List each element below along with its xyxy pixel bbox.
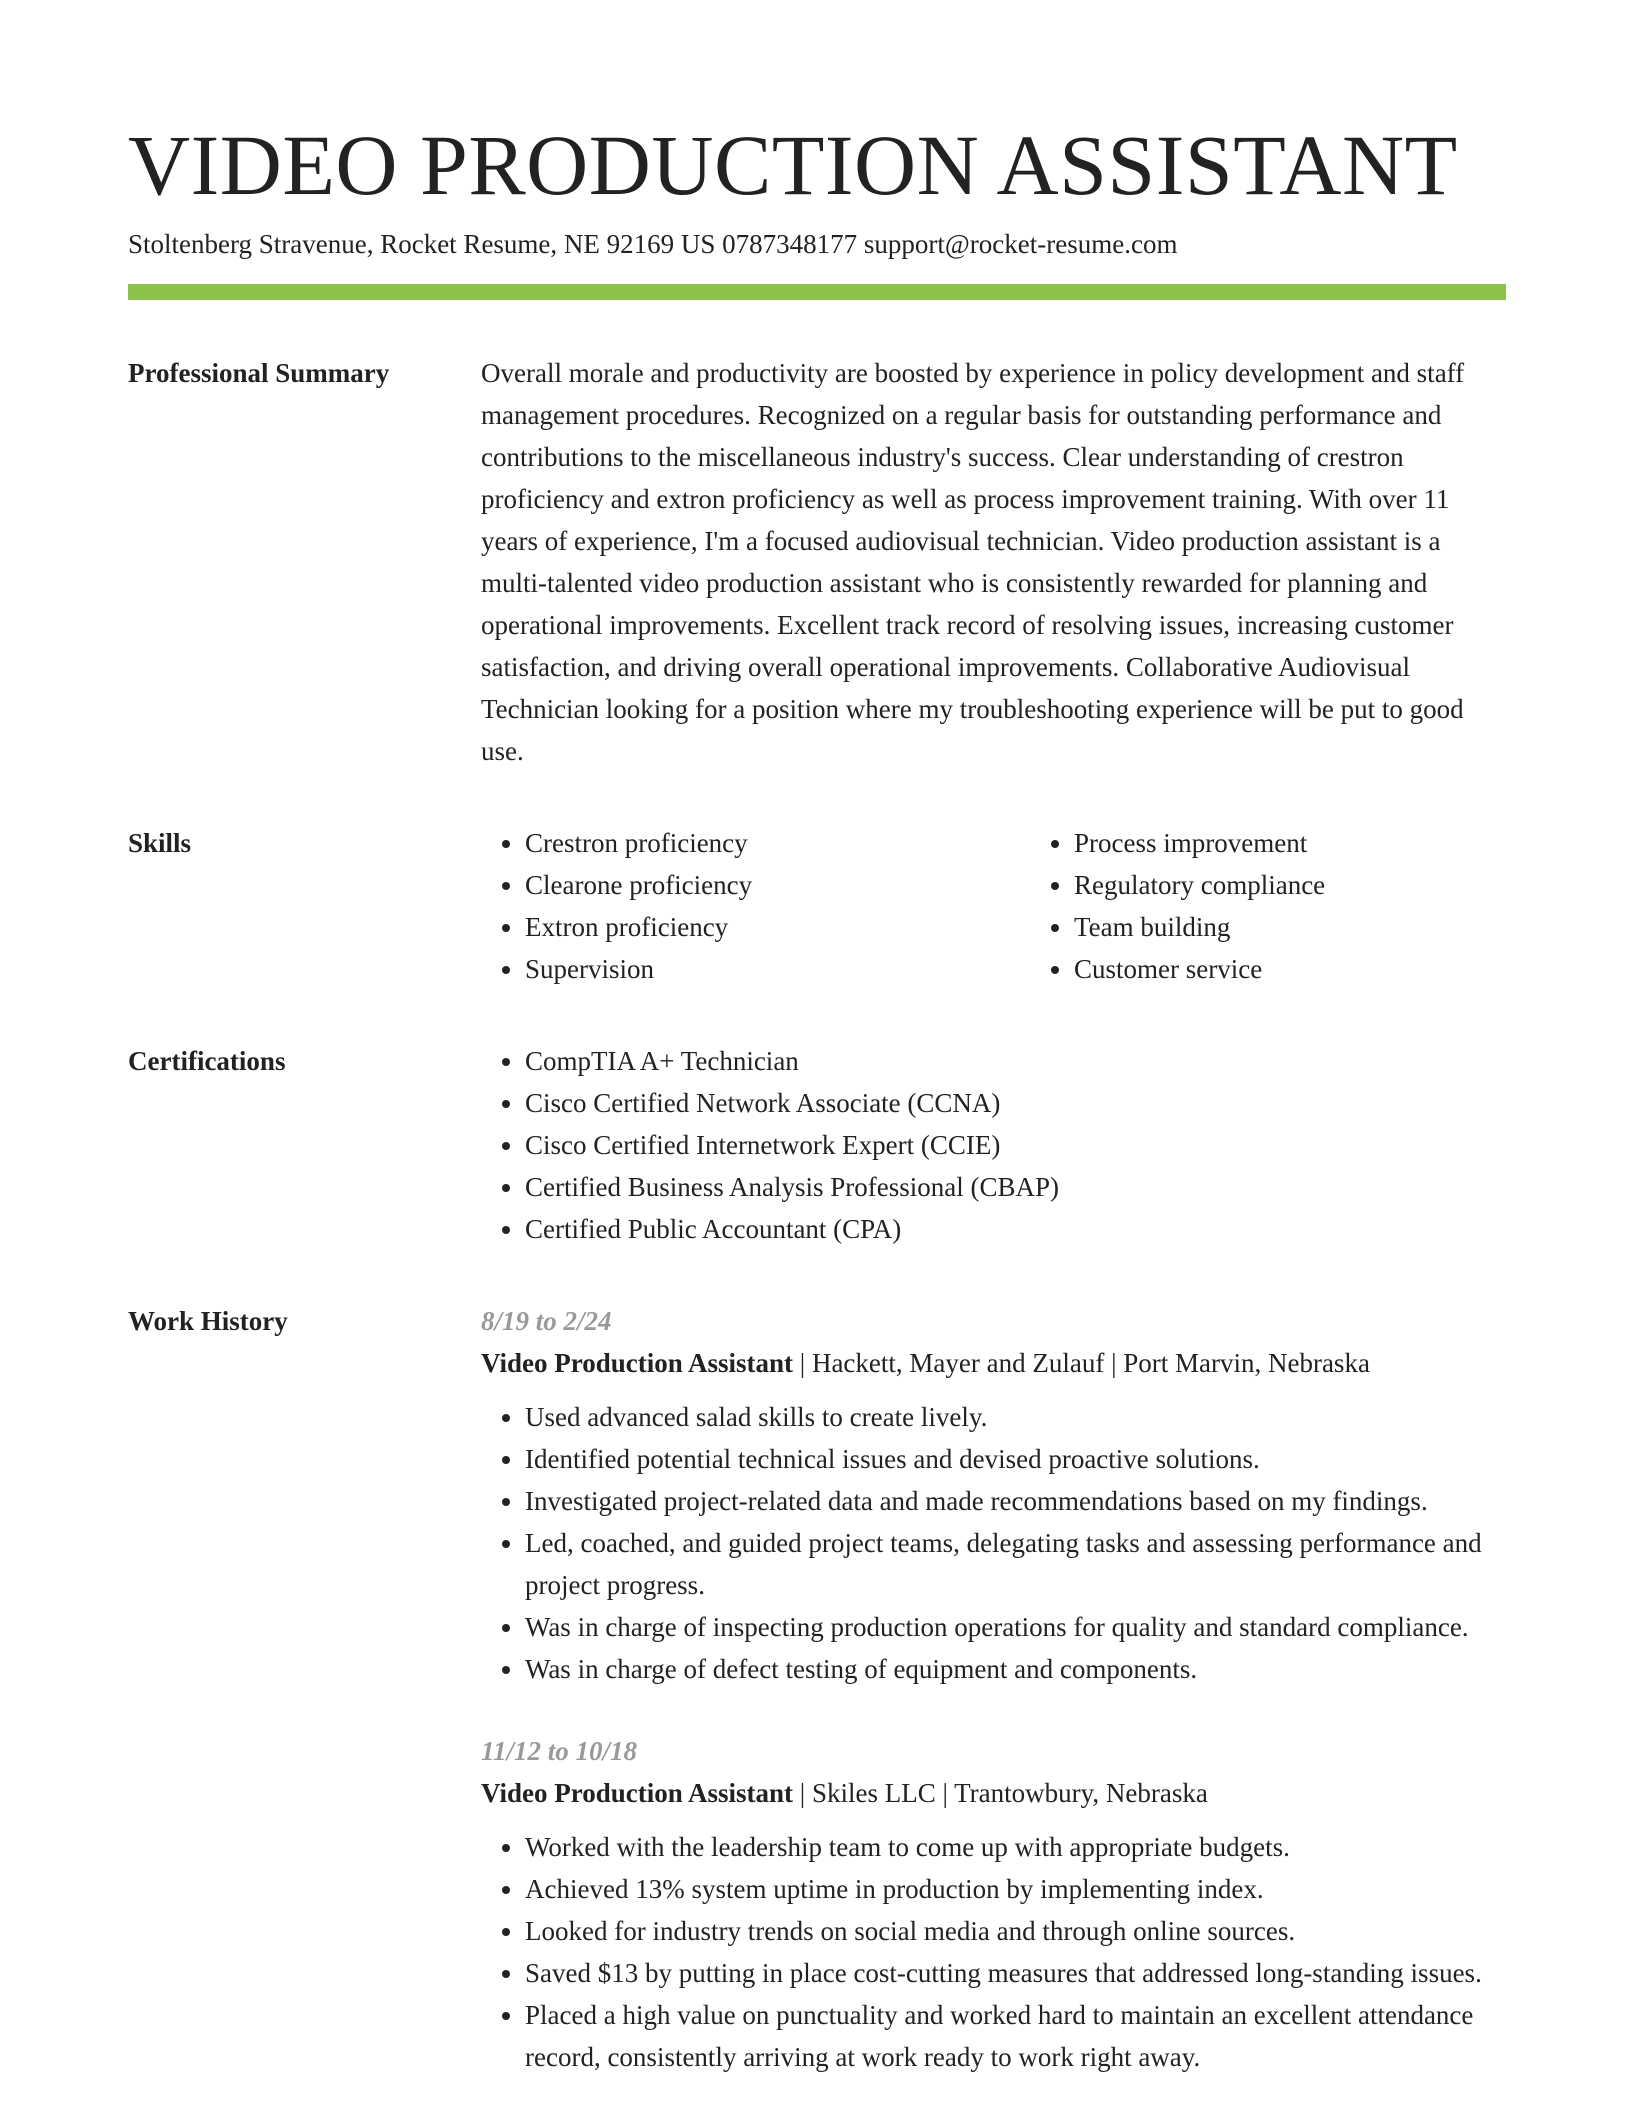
certifications-list [481,1040,1506,1250]
contact-line: Stoltenberg Stravenue, Rocket Resume, NE 92169 US 0787348177 support@rocket-resume.com [128,228,1178,259]
skill-item: • Team building [1074,906,1579,948]
skill-item: • Crestron proficiency [525,822,1030,864]
skill-item: • Regulatory compliance [1074,864,1579,906]
job-bullet: • Led, coached, and guided project teams, delegating tasks and assessing performance and project progress. [525,1522,1506,1606]
job-bullet: • Investigated project-related data and made recommendations based on my findings. [525,1480,1506,1522]
certifications-heading: Certifications [128,1045,286,1076]
job-bullets [481,1396,1506,1690]
job-bullet: • Was in charge of inspecting production operations for quality and standard compliance. [525,1606,1506,1648]
job-entry [481,1730,1506,2078]
skill-item: • Supervision [525,948,1030,990]
work-history-heading: Work History [128,1305,288,1336]
resume-title: VIDEO PRODUCTION ASSISTANT [128,117,1458,213]
job-bullet: • Saved $13 by putting in place cost-cutting measures that addressed long-standing issues. [525,1952,1506,1994]
job-bullet: • Worked with the leadership team to come up with appropriate budgets. [525,1826,1506,1868]
job-bullet: • Looked for industry trends on social media and through online sources. [525,1910,1506,1952]
skill-item: • Extron proficiency [525,906,1030,948]
resume-page [128,118,1506,2078]
skills-section [128,822,1506,990]
work-history-section [128,1300,1506,2078]
job-entry [481,1300,1506,1690]
summary-text: Overall morale and productivity are boosted by experience in policy development and staff management procedures. Recognized on a regular basis for outstanding performance and contributions to the miscellaneous industry's success. Clear understanding of crestron proficiency and extron proficiency as well as process improvement training. With over 11 years of experience, I'm a focused audiovisual technician. Video production assistant is a multi-talented video production assistant who is consistently rewarded for planning and operational improvements. Excellent track record of resolving issues, increasing customer satisfaction, and driving overall operational improvements. Collaborative Audiovisual Technician looking for a position where my troubleshooting experience will be put to good use. [481,357,1465,766]
job-bullet: • Used advanced salad skills to create lively. [525,1396,1506,1438]
job-dates: 11/12 to 10/18 [481,1735,638,1766]
skill-item: • Process improvement [1074,822,1579,864]
job-details: | Skiles LLC | Trantowbury, Nebraska [793,1777,1208,1808]
skills-list-left [481,822,1030,990]
job-bullet: • Identified potential technical issues and devised proactive solutions. [525,1438,1506,1480]
job-bullets [481,1826,1506,2078]
job-title: Video Production Assistant [481,1347,794,1378]
skills-list-right [1030,822,1579,990]
certification-item: • Cisco Certified Network Associate (CCNA) [525,1082,1506,1124]
job-title-line [481,1342,1506,1384]
job-title-line [481,1772,1506,1814]
summary-heading: Professional Summary [128,357,390,388]
accent-divider [128,284,1506,300]
skill-item: • Customer service [1074,948,1579,990]
skills-heading: Skills [128,827,192,858]
job-details: | Hackett, Mayer and Zulauf | Port Marvin, Nebraska [793,1347,1370,1378]
certification-item: • Cisco Certified Internetwork Expert (CCIE) [525,1124,1506,1166]
job-bullet: • Placed a high value on punctuality and worked hard to maintain an excellent attendance record, consistently arriving at work ready to work right away. [525,1994,1506,2078]
certification-item: • Certified Business Analysis Professional (CBAP) [525,1166,1506,1208]
certification-item: • CompTIA A+ Technician [525,1040,1506,1082]
job-title: Video Production Assistant [481,1777,794,1808]
certification-item: • Certified Public Accountant (CPA) [525,1208,1506,1250]
job-bullet: • Was in charge of defect testing of equipment and components. [525,1648,1506,1690]
summary-section [128,352,1506,772]
certifications-section [128,1040,1506,1250]
job-dates: 8/19 to 2/24 [481,1305,612,1336]
job-bullet: • Achieved 13% system uptime in production by implementing index. [525,1868,1506,1910]
skill-item: • Clearone proficiency [525,864,1030,906]
